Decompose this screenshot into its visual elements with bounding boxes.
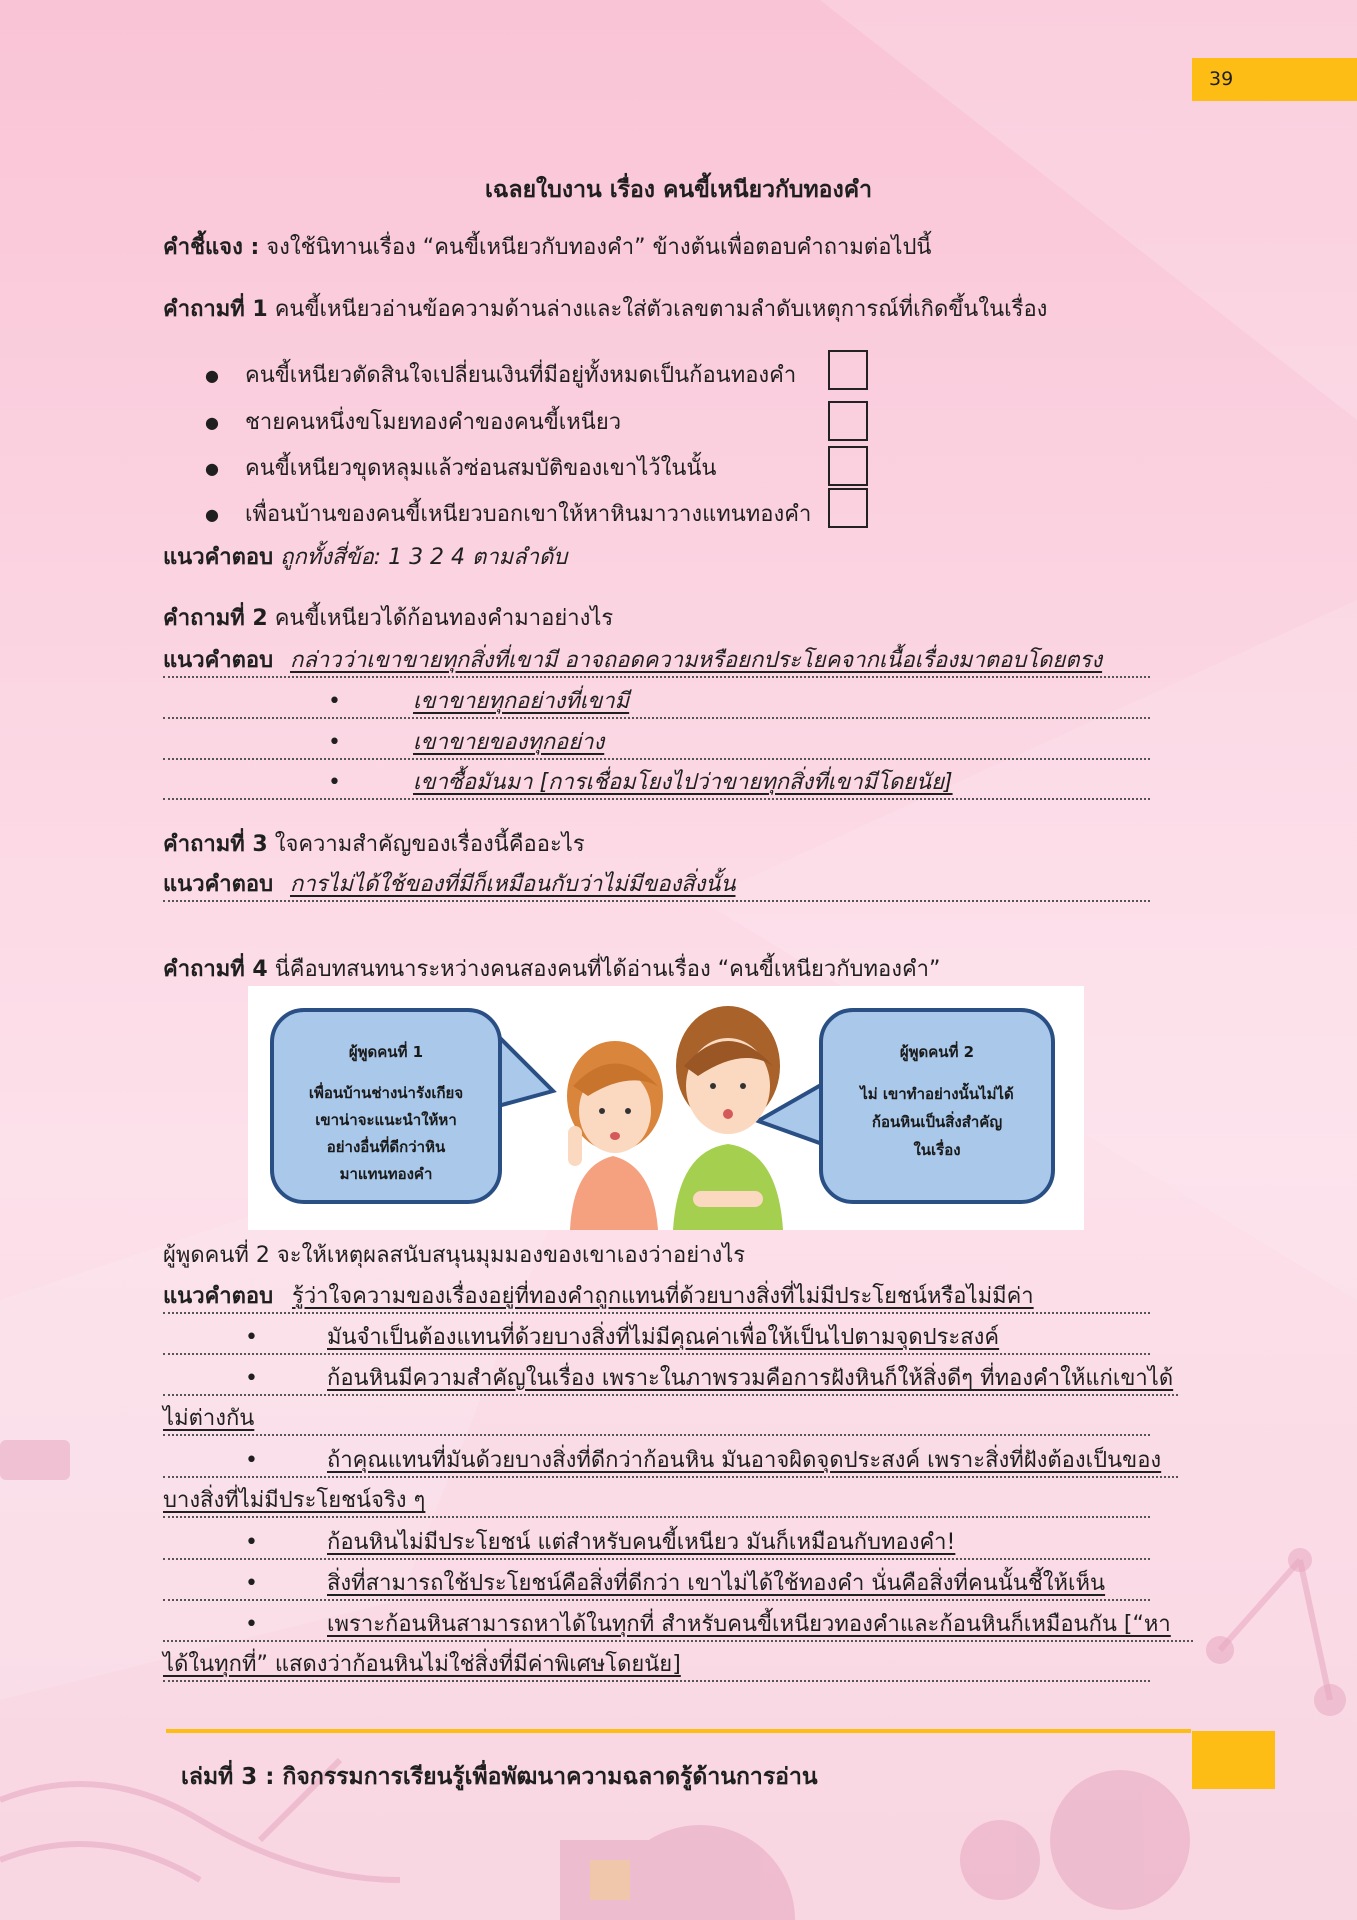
q4-answer [163,1282,1150,1314]
footer-divider [166,1729,1191,1733]
page-number: 39 [1192,58,1357,101]
q2-answer-text: กล่าวว่าเขาขายทุกสิ่งที่เขามี อาจถอดความหรือยกประโยคจากเนื้อเรื่องมาตอบโดยตรง [290,648,1103,673]
q4-point: • ก้อนหินไม่มีประโยชน์ แต่สำหรับคนขี้เหนียว มันก็เหมือนกับทองคำ! [163,1528,1150,1560]
speaker-2-bubble [819,1008,1055,1204]
question-1-text: คนขี้เหนียวอ่านข้อความด้านล่างและใส่ตัวเลขตามลำดับเหตุการณ์ที่เกิดขึ้นในเรื่อง [267,297,1048,322]
speaker-2-line: ไม่ เขาทำอย่างนั้นไม่ได้ [860,1085,1014,1103]
question-4 [163,955,940,985]
order-box [828,401,868,441]
speaker-2-line: ก้อนหินเป็นสิ่งสำคัญ [871,1113,1003,1131]
q4-question: ผู้พูดคนที่ 2 จะให้เหตุผลสนับสนุนมุมมองของเขาเองว่าอย่างไร [163,1243,746,1268]
page-title: เฉลยใบงาน เรื่อง คนขี้เหนียวกับทองคำ [484,177,873,203]
q3-answer [163,870,1150,902]
instruction-label: คำชี้แจง : [163,235,260,260]
speaker-1-line: มาแทนทองคำ [339,1165,433,1183]
question-3-label: คำถามที่ 3 [163,832,268,857]
speaker-1-line: เพื่อนบ้านช่างน่ารังเกียจ [308,1084,464,1102]
girl-figure [567,1041,663,1230]
question-3 [163,830,585,860]
question-1 [163,295,1047,325]
footer-title: เล่มที่ 3 : กิจกรรมการเรียนรู้เพื่อพัฒนาความฉลาดรู้ด้านการอ่าน [181,1764,818,1790]
q4-answer-text: รู้ว่าใจความของเรื่องอยู่ที่ทองคำถูกแทนที่ด้วยบางสิ่งที่ไม่มีประโยชน์หรือไม่มีค่า [292,1284,1034,1309]
q2-point: • เขาซื้อมันมา [การเชื่อมโยงไปว่าขายทุกสิ่งที่เขามีโดยนัย] [163,768,1150,800]
speaker-1-line: เขาน่าจะแนะนำให้หา [315,1111,457,1129]
q4-point: • สิ่งที่สามารถใช้ประโยชน์คือสิ่งที่ดีกว่า เขาไม่ได้ใช้ทองคำ นั่นคือสิ่งที่คนนั้นชี้ให้เห็น [163,1569,1150,1601]
question-2 [163,604,613,634]
q1-item: ● คนขี้เหนียวตัดสินใจเปลี่ยนเงินที่มีอยู่ทั้งหมดเป็นก้อนทองคำ [203,361,796,391]
question-2-label: คำถามที่ 2 [163,606,268,631]
q1-item: ● เพื่อนบ้านของคนขี้เหนียวบอกเขาให้หาหินมาวางแทนทองคำ [203,500,811,530]
q4-point-cont: ได้ในทุกที่” แสดงว่าก้อนหินไม่ใช่สิ่งที่มีค่าพิเศษโดยนัย] [163,1650,1150,1682]
speaker-2-name: ผู้พูดคนที่ 2 [899,1043,975,1061]
q3-answer-text: การไม่ได้ใช้ของที่มีก็เหมือนกับว่าไม่มีของสิ่งนั้น [290,872,736,897]
order-box [828,488,868,528]
speaker-1-line: อย่างอื่นที่ดีกว่าหิน [326,1138,446,1156]
question-3-text: ใจความสำคัญของเรื่องนี้คืออะไร [267,832,585,857]
order-box [828,350,868,390]
question-4-text: นี่คือบทสนทนาระหว่างคนสองคนที่ได้อ่านเรื่อง “คนขี้เหนียวกับทองคำ” [267,957,941,982]
question-4-label: คำถามที่ 4 [163,957,268,982]
instruction-text: จงใช้นิทานเรื่อง “คนขี้เหนียวกับทองคำ” ข้างต้นเพื่อตอบคำถามต่อไปนี้ [259,235,932,260]
q4-point: • ก้อนหินมีความสำคัญในเรื่อง เพราะในภาพรวมคือการฝังหินก็ให้สิ่งดีๆ ที่ทองคำให้แก่เขาได้ [163,1364,1178,1396]
order-box [828,446,868,486]
speaker-1-bubble [270,1008,502,1204]
question-1-label: คำถามที่ 1 [163,297,268,322]
footer-accent [1192,1731,1275,1789]
q2-point: • เขาขายทุกอย่างที่เขามี [163,687,1150,719]
answer-label: แนวคำตอบ [163,545,274,570]
q4-point: • เพราะก้อนหินสามารถหาได้ในทุกที่ สำหรับคนขี้เหนียวทองคำและก้อนหินก็เหมือนกัน [“หา [163,1610,1193,1642]
answer-label: แนวคำตอบ [163,648,274,673]
q4-point-cont: ไม่ต่างกัน [163,1404,1150,1436]
speaker-2-line: ในเรื่อง [913,1141,961,1159]
q1-item: ● คนขี้เหนียวขุดหลุมแล้วซ่อนสมบัติของเขาไว้ในนั้น [203,454,716,484]
q1-answer [163,543,567,573]
answer-label: แนวคำตอบ [163,872,274,897]
q4-point: • มันจำเป็นต้องแทนที่ด้วยบางสิ่งที่ไม่มีคุณค่าเพื่อให้เป็นไปตามจุดประสงค์ [163,1323,1150,1355]
q4-point-cont: บางสิ่งที่ไม่มีประโยชน์จริง ๆ [163,1486,1150,1518]
q4-point: • ถ้าคุณแทนที่มันด้วยบางสิ่งที่ดีกว่าก้อนหิน มันอาจผิดจุดประสงค์ เพราะสิ่งที่ฝังต้องเป็นของ [163,1446,1178,1478]
q1-answer-text: ถูกทั้งสี่ข้อ: 1 3 2 4 ตามลำดับ [280,545,568,570]
q2-point: • เขาขายของทุกอย่าง [163,728,1150,760]
instruction [163,233,931,263]
question-2-text: คนขี้เหนียวได้ก้อนทองคำมาอย่างไร [267,606,614,631]
conversation-illustration [248,986,1084,1230]
speaker-1-name: ผู้พูดคนที่ 1 [348,1043,424,1061]
q2-answer [163,646,1150,678]
answer-label: แนวคำตอบ [163,1284,274,1309]
q1-item: ● ชายคนหนึ่งขโมยทองคำของคนขี้เหนียว [203,408,621,438]
